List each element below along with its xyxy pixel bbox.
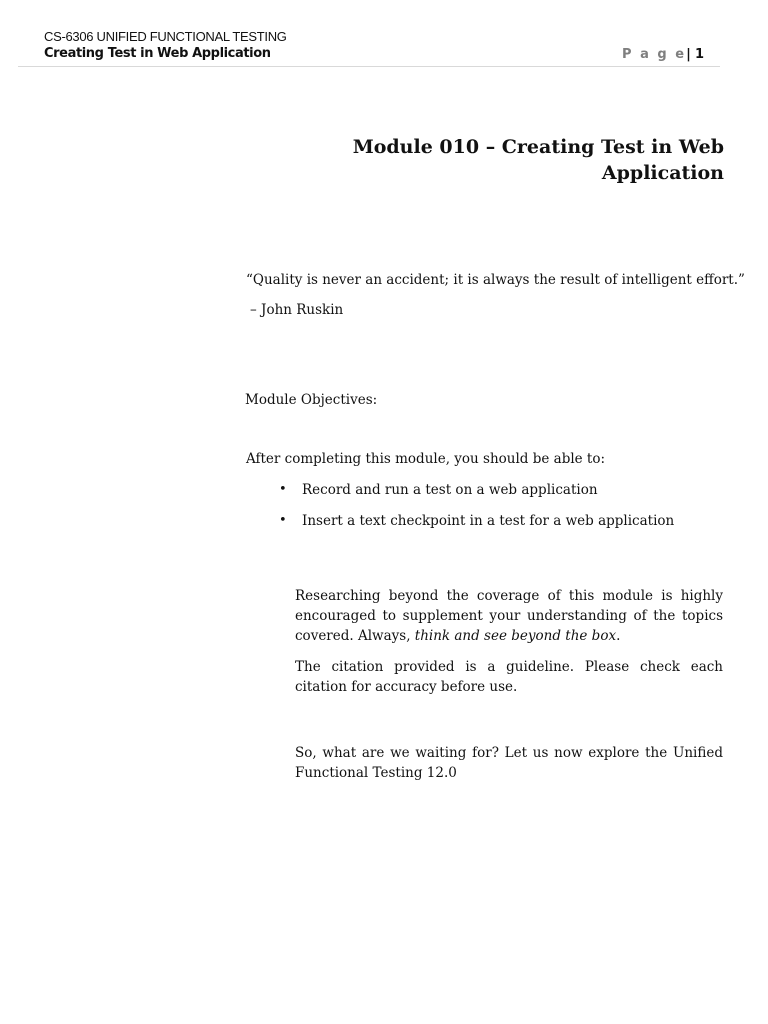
emphasis-text: think and see beyond the box	[414, 628, 617, 644]
page-number-value: 1	[694, 47, 704, 62]
module-title-line-1: Module 010 – Creating Test in Web	[352, 136, 724, 158]
list-item	[276, 513, 674, 544]
course-code-header: CS-6306 UNIFIED FUNCTIONAL TESTING	[44, 29, 287, 44]
research-paragraph	[295, 586, 723, 646]
page-separator: |	[686, 47, 691, 62]
document-subtitle-header: Creating Test in Web Application	[44, 46, 271, 61]
objectives-intro: After completing this module, you should be able to:	[246, 451, 606, 467]
objective-text: Record and run a test on a web application	[302, 482, 598, 498]
bullet-icon: •	[279, 513, 287, 528]
page-number	[622, 47, 704, 62]
module-title	[324, 134, 724, 186]
citation-paragraph: The citation provided is a guideline. Please check each citation for accuracy before use.	[295, 659, 723, 695]
header-divider	[18, 66, 720, 67]
list-item	[276, 482, 674, 513]
closing-paragraph: So, what are we waiting for? Let us now explore the Unified Functional Testing 12.0	[295, 745, 723, 781]
quote-text: “Quality is never an accident; it is always the result of intelligent effort.”	[246, 272, 745, 288]
module-title-line-2: Application	[601, 162, 724, 184]
objectives-heading: Module Objectives:	[245, 392, 378, 408]
objective-text: Insert a text checkpoint in a test for a web application	[302, 513, 675, 529]
bullet-icon: •	[279, 482, 287, 497]
research-text: Researching beyond the coverage of this module is highly encouraged to supplement your understanding of the topics covered. Always,	[295, 588, 723, 644]
quote-author: – John Ruskin	[250, 302, 344, 318]
research-end: .	[616, 628, 621, 644]
page-label: P a g e	[622, 47, 687, 62]
objectives-list	[276, 482, 674, 544]
